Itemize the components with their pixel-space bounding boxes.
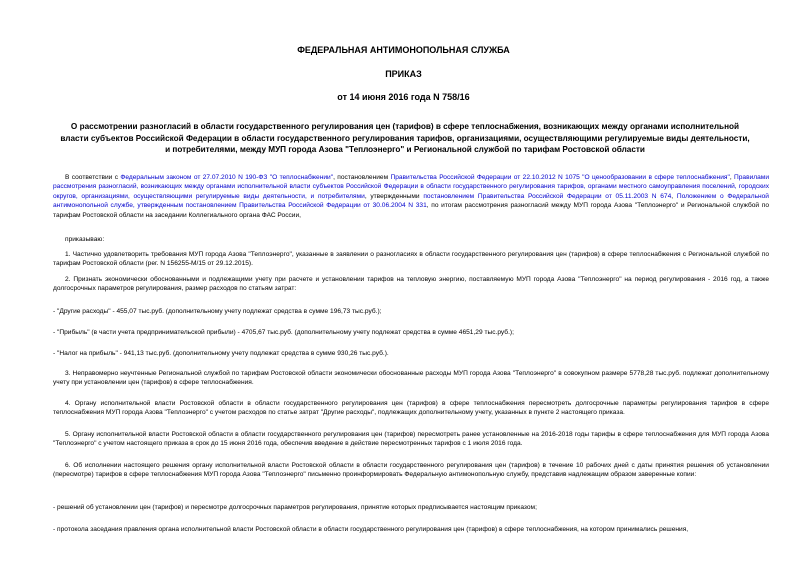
agency-name: ФЕДЕРАЛЬНАЯ АНТИМОНОПОЛЬНАЯ СЛУЖБА [297, 45, 510, 55]
orders-line: приказываю: [65, 236, 105, 243]
preamble-text: , постановлением [333, 174, 391, 181]
link-government-decree-674[interactable]: постановлением Правительства Российской Федерации от 05.11.2003 N 674 [423, 192, 672, 200]
dash-item-protocol: - протокола заседания правления органа исполнительной власти Ростовской области в области государственного регулирования цен (тарифов) в сфере теплоснабжения, на котором принимались решения, [53, 526, 689, 533]
link-government-decree-1075[interactable]: Правительства Российской Федерации от 22.10.2012 N 1075 "О ценообразовании в сфере теплоснабжения" [390, 174, 730, 181]
bullet-profit: - "Прибыль" (в части учета предпринимательской прибыли) - 4705,67 тыс.руб. (дополнительному учету подлежат средства в сумме 4651,29 тыс.руб.); [53, 329, 514, 336]
document-date-number: от 14 июня 2016 года N 758/16 [337, 92, 470, 102]
preamble-paragraph [53, 173, 769, 220]
preamble-text: , по итогам рассмотрения разногласий между МУП города Азова "Теплоэнерго" и Региональной службой по тарифам Ростовской области на заседании Коллегиального органа ФАС России, [53, 202, 770, 219]
preamble-text: , утвержденными [364, 192, 424, 200]
paragraph-5: 5. Органу исполнительной власти Ростовской области в области государственного регулирования цен (тарифов) пересмотреть ранее установленные на 2016-2018 годы тарифы в сфере теплоснабжения для МУП города Азова "Теплоэнерго" с учетом настоящего приказа в срок до 15 июня 2016 года, обеспечив введение в действие пересмотренных тарифов с 1 июля 2016 года. [53, 431, 769, 448]
paragraph-1: 1. Частично удовлетворить требования МУП города Азова "Теплоэнерго", указанные в заявлении о разногласиях в области государственного регулирования цен (тарифов) в сфере теплоснабжения с Региональной службой по тарифам Ростовской области (рег. N 156255-М/15 от 29.12.2015). [53, 251, 769, 268]
paragraph-6: 6. Об исполнении настоящего решения органу исполнительной власти Ростовской области в области государственного регулирования цен (тарифов) в течение 10 рабочих дней с даты принятия решения об установлении (пересмотре) тарифов в сфере теплоснабжения МУП города Азова "Теплоэнерго" письменно проинформировать Федеральную антимонопольную службу, представив надлежащим образом заверенные копии: [53, 462, 769, 479]
link-fas-regulation[interactable]: Положением о Федеральной антимонопольной службе, утвержденным постановлением Правительства Российской Федерации от 30.06.2004 N 331 [53, 192, 769, 210]
paragraph-4: 4. Органу исполнительной власти Ростовской области в области государственного регулирования цен (тарифов) в сфере теплоснабжения пересмотреть долгосрочные параметры регулирования тарифов в сфере теплоснабжения МУП города Азова "Теплоэнерго" с учетом расходов по статье затрат "Другие расходы", подлежащих дополнительному учету, указанных в пункте 2 настоящего приказа. [53, 400, 769, 417]
link-dispute-rules[interactable]: Правилами рассмотрения разногласий, возникающих между органами исполнительной власти субъектов Российской Федерации в области государственного регулирования тарифов, органами местного самоуправления поселений, городских округов, организациями, осуществляющими регулируемые виды деятельности, и потребителями [53, 174, 770, 200]
document-title: О рассмотрении разногласий в области государственного регулирования цен (тарифов) в сфере теплоснабжения, возникающих между органами исполнительной власти субъектов Российской Федерации в области государственного регулирования тарифов, организациями, осуществляющими регулируемые виды деятельности, и потребителями, между МУП города Азова "Теплоэнерго" и Региональной службой по тарифам Ростовской области [60, 122, 750, 154]
bullet-other-expenses: - "Другие расходы" - 455,07 тыс.руб. (дополнительному учету подлежат средства в сумме 196,73 тыс.руб.); [53, 308, 382, 315]
preamble-text: В соответствии с [65, 174, 121, 181]
preamble-text: , [671, 192, 677, 200]
preamble-text: , [729, 174, 735, 181]
bullet-profit-tax: - "Налог на прибыль" - 941,13 тыс.руб. (дополнительному учету подлежат средства в сумме 930,26 тыс.руб.). [53, 350, 389, 357]
link-federal-law[interactable]: Федеральным законом от 27.07.2010 N 190-ФЗ "О теплоснабжении" [120, 174, 334, 181]
dash-item-decisions: - решений об установлении цен (тарифов) и пересмотре долгосрочных параметров регулирования, принятие которых предписывается настоящим приказом; [53, 504, 537, 511]
document-type: ПРИКАЗ [385, 69, 422, 79]
paragraph-3: 3. Неправомерно неучтенные Региональной службой по тарифам Ростовской области экономически обоснованные расходы МУП города Азова "Теплоэнерго" в совокупном размере 5778,28 тыс.руб. подлежат дополнительному учету при установлении цен (тарифов) в сфере теплоснабжения. [53, 370, 769, 387]
paragraph-2: 2. Признать экономически обоснованными и подлежащими учету при расчете и установлении тарифов на тепловую энергию, поставляемую МУП города Азова "Теплоэнерго" на период регулирования - 2016 год, а также долгосрочных параметров регулирования, размер расходов по статьям затрат: [53, 276, 769, 293]
